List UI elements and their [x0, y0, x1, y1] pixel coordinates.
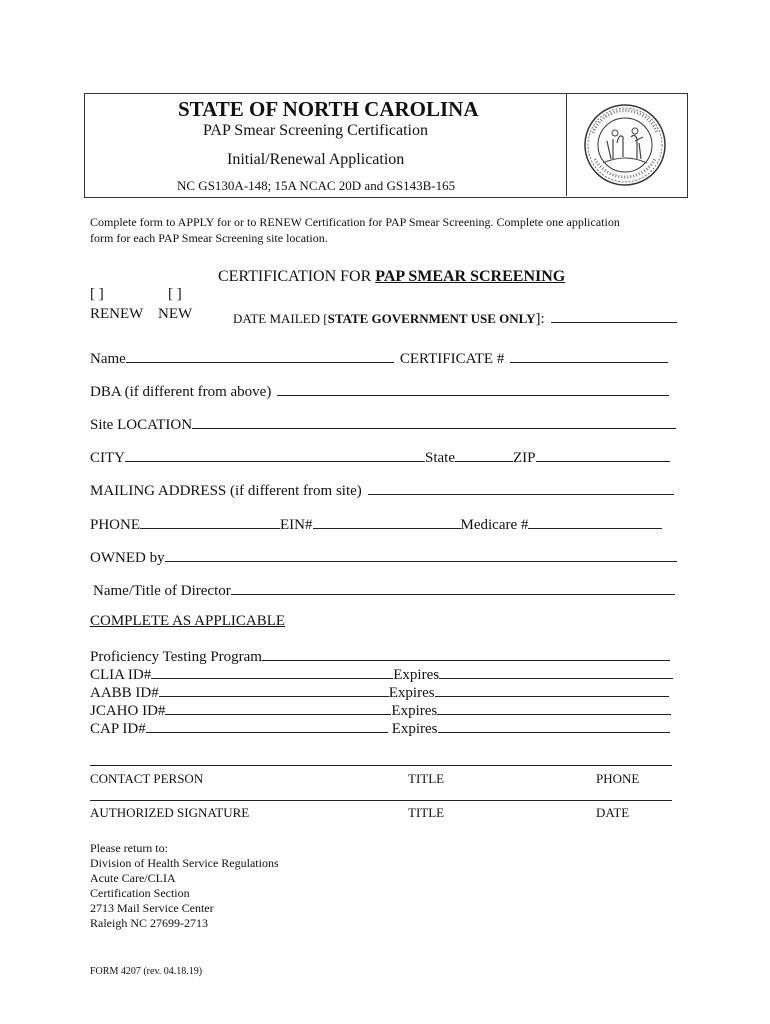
contact-phone-label: PHONE [596, 771, 640, 786]
mailing-address-label: MAILING ADDRESS (if different from site) [90, 483, 362, 499]
cap-expires-field[interactable] [438, 718, 670, 733]
aabb-expires-field[interactable] [435, 682, 669, 697]
city-field[interactable] [125, 447, 425, 462]
instructions-line-1: Complete form to APPLY for or to RENEW Certification for PAP Smear Screening. Complete one application [90, 215, 620, 229]
phone-field[interactable] [140, 514, 280, 529]
medicare-field[interactable] [528, 514, 662, 529]
proficiency-field[interactable] [262, 646, 670, 661]
dba-field[interactable] [277, 381, 669, 396]
program-title: PAP Smear Screening Certification [203, 122, 428, 139]
clia-expires-label: Expires [393, 667, 440, 683]
complete-as-applicable-heading: COMPLETE AS APPLICABLE [90, 613, 286, 629]
authorized-signature-line[interactable] [90, 800, 672, 801]
mailing-address-row [90, 480, 674, 500]
signature-date-label: DATE [596, 805, 630, 820]
jcaho-field[interactable] [165, 700, 391, 715]
aabb-label: AABB ID# [90, 685, 159, 701]
zip-field[interactable] [536, 447, 670, 462]
jcaho-expires-label: Expires [391, 703, 438, 719]
renew-label: RENEW [90, 306, 144, 322]
certification-heading [218, 268, 565, 286]
aabb-row [90, 682, 669, 702]
site-location-label: Site LOCATION [90, 417, 193, 433]
form-number: FORM 4207 (rev. 04.18.19) [90, 966, 203, 977]
renew-checkbox[interactable]: [ ] [90, 286, 104, 302]
certificate-field[interactable] [510, 348, 668, 363]
proficiency-label: Proficiency Testing Program [90, 649, 262, 665]
director-row [93, 580, 675, 600]
phone-row [90, 514, 662, 534]
name-field[interactable] [126, 348, 394, 363]
new-checkbox[interactable]: [ ] [168, 286, 182, 302]
jcaho-label: JCAHO ID# [90, 703, 166, 719]
ein-field[interactable] [313, 514, 461, 529]
authorized-signature-label: AUTHORIZED SIGNATURE [90, 805, 250, 820]
contact-signature-line[interactable] [90, 765, 672, 766]
return-address-line-4: Certification Section [90, 886, 190, 900]
city-label: CITY [90, 450, 125, 466]
cap-label: CAP ID# [90, 721, 146, 737]
proficiency-row [90, 646, 670, 666]
dba-label: DBA (if different from above) [90, 384, 272, 400]
city-row [90, 447, 670, 467]
certification-heading-emphasis: PAP SMEAR SCREENING [375, 268, 566, 285]
contact-person-label: CONTACT PERSON [90, 771, 204, 786]
clia-expires-field[interactable] [439, 664, 673, 679]
instructions-line-2: form for each PAP Smear Screening site location. [90, 231, 328, 245]
zip-label: ZIP [513, 450, 536, 466]
date-mailed-bold: STATE GOVERNMENT USE ONLY [327, 311, 536, 326]
state-seal-icon [583, 103, 667, 187]
return-address-line-5: 2713 Mail Service Center [90, 901, 214, 915]
cap-expires-label: Expires [391, 721, 438, 737]
cap-field[interactable] [146, 718, 388, 733]
contact-title-label: TITLE [408, 771, 445, 786]
owned-by-field[interactable] [165, 547, 677, 562]
state-field[interactable] [455, 447, 513, 462]
jcaho-expires-field[interactable] [437, 700, 671, 715]
new-label: NEW [158, 306, 193, 322]
aabb-expires-label: Expires [388, 685, 435, 701]
return-address-line-6: Raleigh NC 27699-2713 [90, 916, 208, 930]
clia-label: CLIA ID# [90, 667, 152, 683]
director-label: Name/Title of Director [93, 583, 231, 599]
date-mailed-suffix: ]: [535, 311, 545, 327]
clia-field[interactable] [151, 664, 393, 679]
medicare-label: Medicare # [460, 517, 529, 533]
phone-label: PHONE [90, 517, 141, 533]
statutes: NC GS130A-148; 15A NCAC 20D and GS143B-165 [177, 178, 456, 193]
site-location-row [90, 414, 676, 434]
cap-row [90, 718, 670, 738]
certificate-label: CERTIFICATE # [399, 351, 505, 367]
state-label: State [425, 450, 455, 466]
application-type: Initial/Renewal Application [227, 151, 405, 168]
certification-heading-prefix: CERTIFICATION FOR [218, 268, 376, 285]
director-field[interactable] [231, 580, 675, 595]
mailing-address-field[interactable] [368, 480, 674, 495]
date-mailed [233, 308, 677, 328]
ein-label: EIN# [280, 517, 313, 533]
return-address-line-1: Please return to: [90, 841, 168, 855]
name-row [90, 348, 668, 368]
signature-title-label: TITLE [408, 805, 445, 820]
aabb-field[interactable] [159, 682, 389, 697]
jcaho-row [90, 700, 671, 720]
site-location-field[interactable] [192, 414, 676, 429]
owned-by-row [90, 547, 677, 567]
state-title: STATE OF NORTH CAROLINA [178, 97, 479, 121]
return-address-line-3: Acute Care/CLIA [90, 871, 176, 885]
owned-by-label: OWNED by [90, 550, 165, 566]
date-mailed-field[interactable] [551, 308, 677, 323]
return-address-line-2: Division of Health Service Regulations [90, 856, 279, 870]
clia-row [90, 664, 673, 684]
date-mailed-prefix: DATE MAILED [ [233, 311, 328, 326]
dba-row [90, 381, 669, 401]
name-label: Name [90, 351, 126, 367]
